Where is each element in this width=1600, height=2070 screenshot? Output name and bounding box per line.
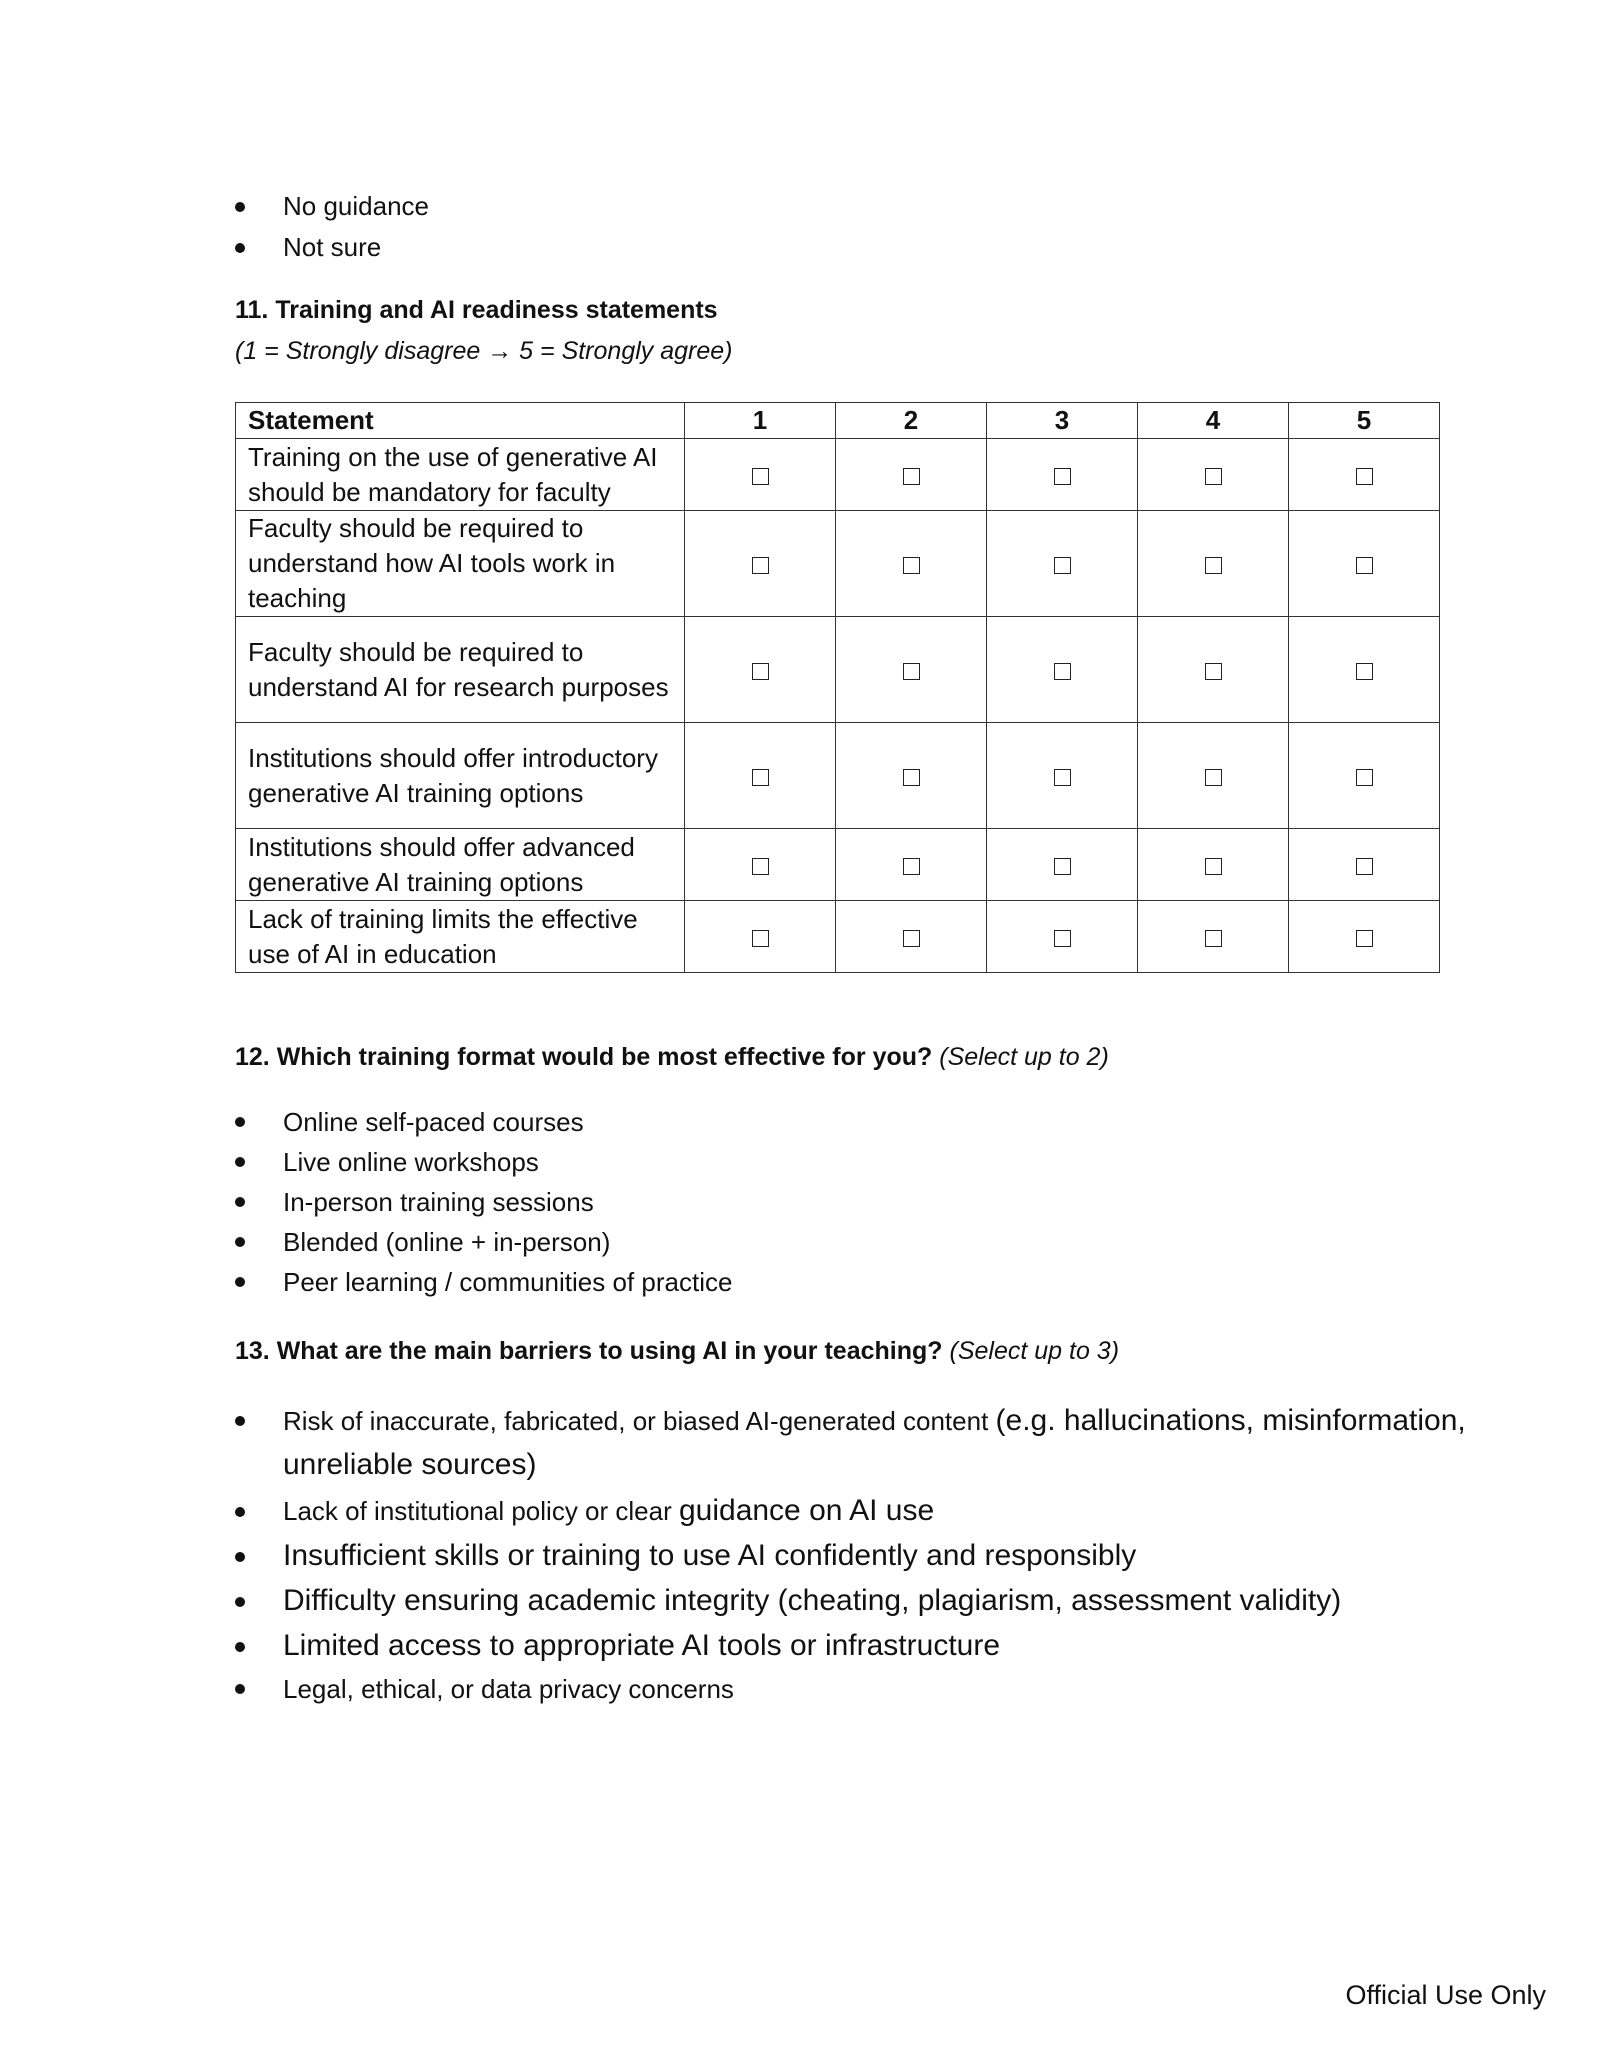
list-item[interactable]: Lack of institutional policy or clear guidance on AI use: [232, 1489, 1600, 1534]
bullet-icon: [235, 1642, 245, 1652]
checkbox-1[interactable]: [752, 468, 769, 485]
statement-cell: Lack of training limits the effective use of AI in education: [236, 901, 685, 973]
question-11-scale: (1 = Strongly disagree → 5 = Strongly agree): [235, 337, 733, 365]
bullet-icon: [235, 1277, 245, 1287]
checkbox-4[interactable]: [1205, 468, 1222, 485]
list-item[interactable]: Blended (online + in-person): [232, 1222, 732, 1262]
list-item[interactable]: Limited access to appropriate AI tools or infrastructure: [232, 1624, 1600, 1669]
checkbox-5[interactable]: [1356, 769, 1373, 786]
table-row: [236, 511, 1440, 617]
checkbox-2[interactable]: [903, 557, 920, 574]
bullet-icon: [235, 1552, 245, 1562]
checkbox-3[interactable]: [1054, 769, 1071, 786]
bullet-icon: [235, 1684, 245, 1694]
statement-cell: Faculty should be required to understand how AI tools work in teaching: [236, 511, 685, 617]
checkbox-4[interactable]: [1205, 557, 1222, 574]
checkbox-4[interactable]: [1205, 663, 1222, 680]
bullet-icon: [235, 1416, 245, 1426]
bullet-icon: [235, 1117, 245, 1127]
header-scale-3: 3: [987, 403, 1138, 439]
checkbox-1[interactable]: [752, 930, 769, 947]
checkbox-1[interactable]: [752, 769, 769, 786]
checkbox-2[interactable]: [903, 769, 920, 786]
list-item[interactable]: Online self-paced courses: [232, 1102, 732, 1142]
question-13-title: 13. What are the main barriers to using AI in your teaching? (Select up to 3): [235, 1337, 1120, 1365]
list-item[interactable]: Insufficient skills or training to use AI confidently and responsibly: [232, 1534, 1600, 1579]
bullet-icon: [235, 202, 245, 212]
checkbox-5[interactable]: [1356, 557, 1373, 574]
header-scale-4: 4: [1138, 403, 1289, 439]
checkbox-3[interactable]: [1054, 468, 1071, 485]
checkbox-3[interactable]: [1054, 858, 1071, 875]
question-11-title: 11. Training and AI readiness statements: [235, 296, 718, 324]
question-12-title: 12. Which training format would be most effective for you? (Select up to 2): [235, 1043, 1109, 1071]
statement-cell: Institutions should offer introductory generative AI training options: [236, 723, 685, 829]
bullet-icon: [235, 243, 245, 253]
checkbox-1[interactable]: [752, 663, 769, 680]
list-item[interactable]: Live online workshops: [232, 1142, 732, 1182]
footer-classification: Official Use Only: [1345, 1980, 1546, 2010]
rating-table: [235, 402, 1440, 973]
table-header-row: [236, 403, 1440, 439]
list-item[interactable]: In-person training sessions: [232, 1182, 732, 1222]
bullet-icon: [235, 1507, 245, 1517]
header-statement: Statement: [236, 403, 685, 439]
table-row: [236, 901, 1440, 973]
table-row: [236, 829, 1440, 901]
checkbox-5[interactable]: [1356, 468, 1373, 485]
table-row: [236, 439, 1440, 511]
table-row: [236, 723, 1440, 829]
header-scale-5: 5: [1289, 403, 1440, 439]
table-row: [236, 617, 1440, 723]
checkbox-5[interactable]: [1356, 858, 1373, 875]
question-13-hint: (Select up to 3): [949, 1337, 1120, 1365]
checkbox-5[interactable]: [1356, 930, 1373, 947]
statement-cell: Faculty should be required to understand AI for research purposes: [236, 617, 685, 723]
checkbox-3[interactable]: [1054, 930, 1071, 947]
list-item[interactable]: Peer learning / communities of practice: [232, 1262, 732, 1302]
statement-cell: Institutions should offer advanced generative AI training options: [236, 829, 685, 901]
checkbox-3[interactable]: [1054, 557, 1071, 574]
bullet-icon: [235, 1597, 245, 1607]
question-12-options: [232, 1102, 732, 1302]
list-item[interactable]: Risk of inaccurate, fabricated, or biased AI-generated content (e.g. hallucinations, misinformation, unreliable sources): [232, 1399, 1600, 1489]
question-12-hint: (Select up to 2): [939, 1043, 1109, 1071]
bullet-icon: [235, 1157, 245, 1167]
checkbox-2[interactable]: [903, 468, 920, 485]
list-item: No guidance: [232, 186, 429, 227]
list-item[interactable]: Difficulty ensuring academic integrity (cheating, plagiarism, assessment validity): [232, 1579, 1600, 1624]
bullet-icon: [235, 1197, 245, 1207]
checkbox-4[interactable]: [1205, 769, 1222, 786]
checkbox-3[interactable]: [1054, 663, 1071, 680]
checkbox-2[interactable]: [903, 930, 920, 947]
header-scale-1: 1: [685, 403, 836, 439]
list-item: Not sure: [232, 227, 429, 268]
previous-question-options: [232, 186, 429, 268]
checkbox-1[interactable]: [752, 858, 769, 875]
checkbox-5[interactable]: [1356, 663, 1373, 680]
checkbox-1[interactable]: [752, 557, 769, 574]
checkbox-4[interactable]: [1205, 858, 1222, 875]
question-13-options: [232, 1399, 1600, 1709]
header-scale-2: 2: [836, 403, 987, 439]
checkbox-4[interactable]: [1205, 930, 1222, 947]
checkbox-2[interactable]: [903, 663, 920, 680]
checkbox-2[interactable]: [903, 858, 920, 875]
list-item[interactable]: Legal, ethical, or data privacy concerns: [232, 1669, 1600, 1709]
statement-cell: Training on the use of generative AI should be mandatory for faculty: [236, 439, 685, 511]
bullet-icon: [235, 1237, 245, 1247]
